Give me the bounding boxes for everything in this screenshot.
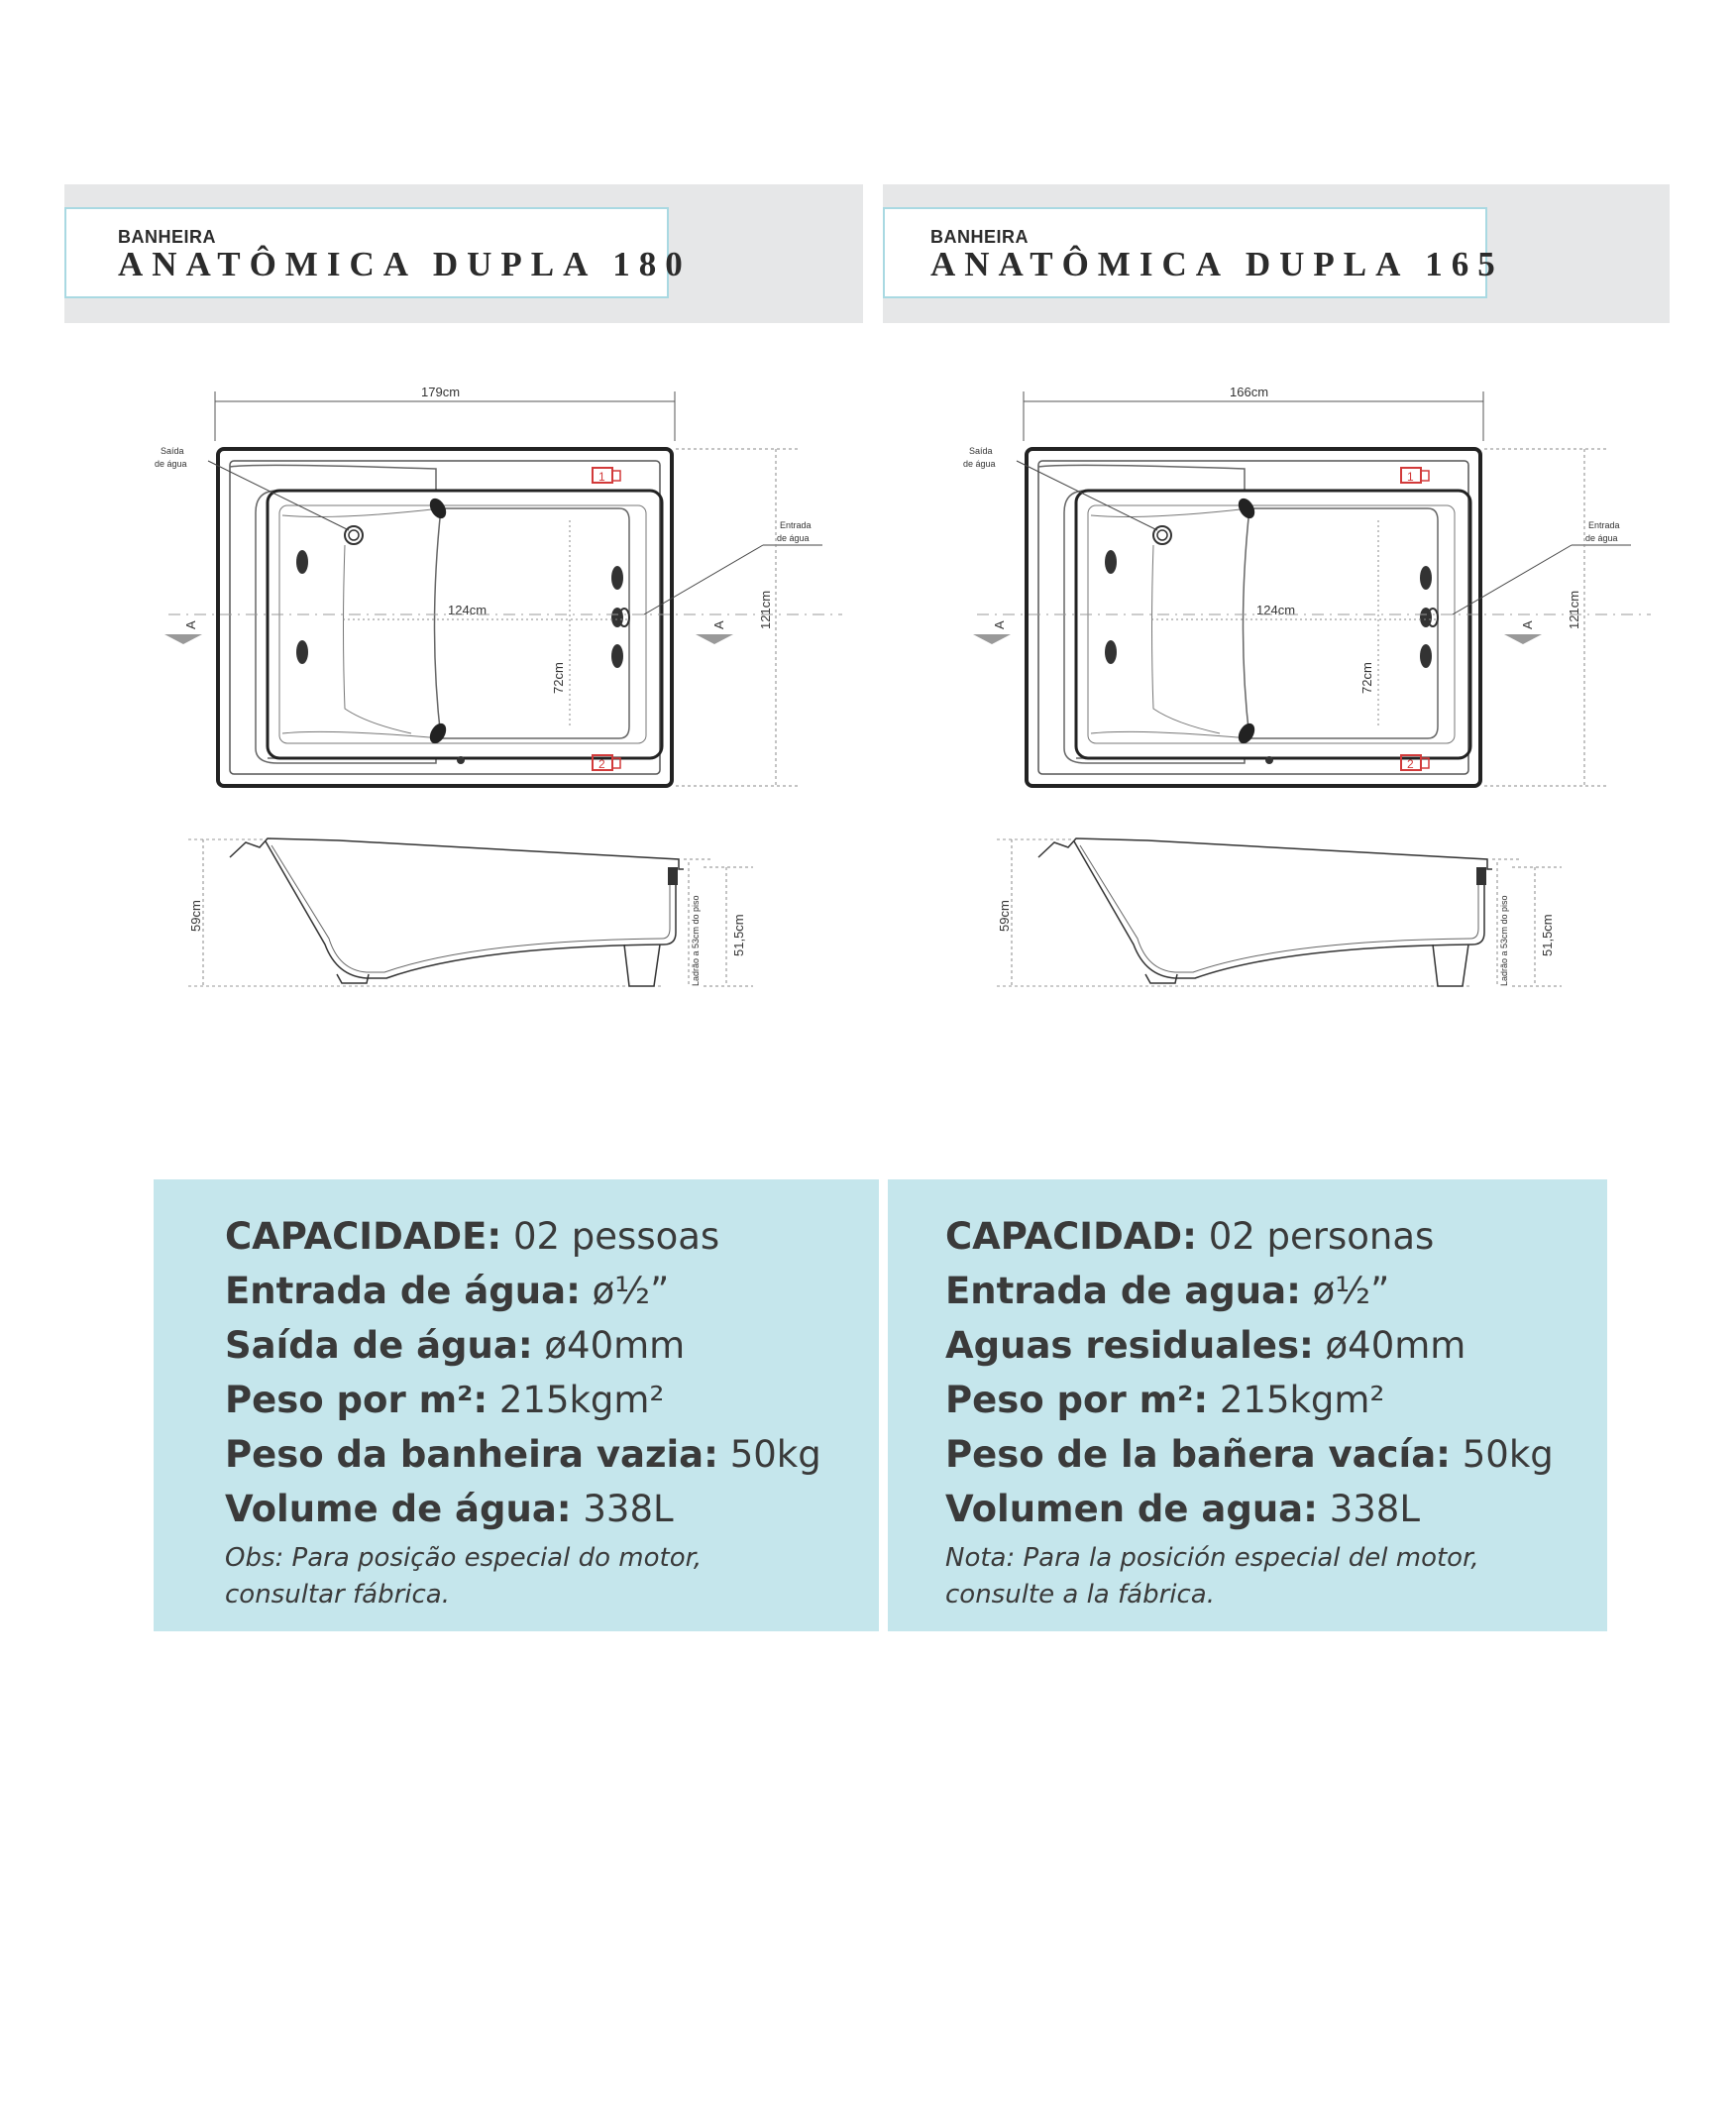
spec-value: ø40mm (1313, 1324, 1466, 1367)
spec-value: 215kgm² (1208, 1379, 1385, 1421)
outlet-label-1: Saída (969, 446, 993, 456)
drawing-165 (878, 352, 1671, 1036)
spec-note (945, 1540, 1607, 1613)
dim-height: 59cm (188, 900, 203, 932)
dim-width: 121cm (1567, 590, 1581, 629)
motor-label-1: 1 (1407, 470, 1414, 484)
drawing-180 (69, 352, 862, 1036)
spec-line (945, 1373, 1607, 1427)
spec-line (225, 1264, 879, 1318)
spec-line (945, 1427, 1607, 1482)
spec-line (225, 1318, 879, 1373)
title-box-165 (883, 207, 1504, 298)
spec-line (945, 1209, 1607, 1264)
dim-length: 166cm (1230, 385, 1269, 399)
spec-label: Aguas residuales: (945, 1324, 1314, 1367)
dim-length: 179cm (421, 385, 461, 399)
spec-label: Peso por m²: (225, 1379, 488, 1421)
spec-label: Peso da banheira vazia: (225, 1433, 718, 1476)
dim-height: 59cm (997, 900, 1012, 932)
spec-value: 338L (571, 1488, 674, 1530)
motor-label-2: 2 (598, 757, 605, 771)
spec-label: Saída de água: (225, 1324, 533, 1367)
spec-value: 02 personas (1196, 1215, 1435, 1258)
spec-line (945, 1264, 1607, 1318)
overflow-note: Ladrão a 53cm do piso (691, 895, 701, 986)
inlet-label-2: de água (777, 533, 810, 543)
motor-label-2: 2 (1407, 757, 1414, 771)
dim-inner-width: 72cm (551, 662, 566, 694)
spec-label: Entrada de água: (225, 1270, 581, 1312)
technical-drawing-180 (69, 352, 862, 1036)
dim-width: 121cm (758, 590, 773, 629)
spec-value: 50kg (717, 1433, 821, 1476)
section-left-letter: A (183, 620, 198, 629)
spec-value: ø½” (1300, 1270, 1390, 1312)
spec-box-pt (154, 1179, 879, 1631)
title-box-180 (64, 207, 692, 298)
spec-value: ø40mm (532, 1324, 686, 1367)
spec-note (225, 1540, 879, 1613)
spec-label: Volumen de agua: (945, 1488, 1318, 1530)
spec-box-es (888, 1179, 1607, 1631)
spec-value: 50kg (1450, 1433, 1554, 1476)
spec-line (225, 1373, 879, 1427)
section-right-letter: A (1520, 620, 1535, 629)
spec-line (945, 1482, 1607, 1536)
spec-line (945, 1318, 1607, 1373)
inlet-label-1: Entrada (1588, 520, 1620, 530)
spec-line (225, 1427, 879, 1482)
title-small-165: BANHEIRA (930, 227, 1030, 247)
spec-line (225, 1482, 879, 1536)
note-line-1: Nota: Para la posición especial del motor, (945, 1543, 1479, 1573)
outlet-label-2: de água (155, 459, 187, 469)
spec-value: 02 pessoas (501, 1215, 720, 1258)
overflow-note: Ladrão a 53cm do piso (1499, 895, 1509, 986)
inlet-label-1: Entrada (780, 520, 812, 530)
note-line-2: consulte a la fábrica. (945, 1580, 1215, 1610)
dim-overflow-height: 51,5cm (1540, 914, 1555, 956)
note-line-2: consultar fábrica. (225, 1580, 451, 1610)
spec-value: ø½” (580, 1270, 670, 1312)
title-big-165: ANATÔMICA DUPLA 165 (930, 245, 1504, 283)
title-big-180: ANATÔMICA DUPLA 180 (118, 245, 692, 283)
spec-value: 338L (1317, 1488, 1420, 1530)
outlet-label-1: Saída (161, 446, 184, 456)
spec-value: 215kgm² (488, 1379, 665, 1421)
dim-inner-width: 72cm (1359, 662, 1374, 694)
dim-overflow-height: 51,5cm (731, 914, 746, 956)
section-right-letter: A (711, 620, 726, 629)
spec-line (225, 1209, 879, 1264)
note-line-1: Obs: Para posição especial do motor, (225, 1543, 703, 1573)
dim-inner-length: 124cm (448, 603, 488, 617)
spec-label: Peso de la bañera vacía: (945, 1433, 1451, 1476)
spec-label: Peso por m²: (945, 1379, 1209, 1421)
section-left-letter: A (992, 620, 1007, 629)
dim-inner-length: 124cm (1256, 603, 1296, 617)
outlet-label-2: de água (963, 459, 996, 469)
inlet-label-2: de água (1585, 533, 1618, 543)
spec-label: CAPACIDADE: (225, 1215, 502, 1258)
spec-label: Volume de água: (225, 1488, 572, 1530)
spec-label: Entrada de agua: (945, 1270, 1301, 1312)
motor-label-1: 1 (598, 470, 605, 484)
title-small-180: BANHEIRA (118, 227, 217, 247)
spec-label: CAPACIDAD: (945, 1215, 1197, 1258)
technical-drawing-165 (878, 352, 1671, 1036)
